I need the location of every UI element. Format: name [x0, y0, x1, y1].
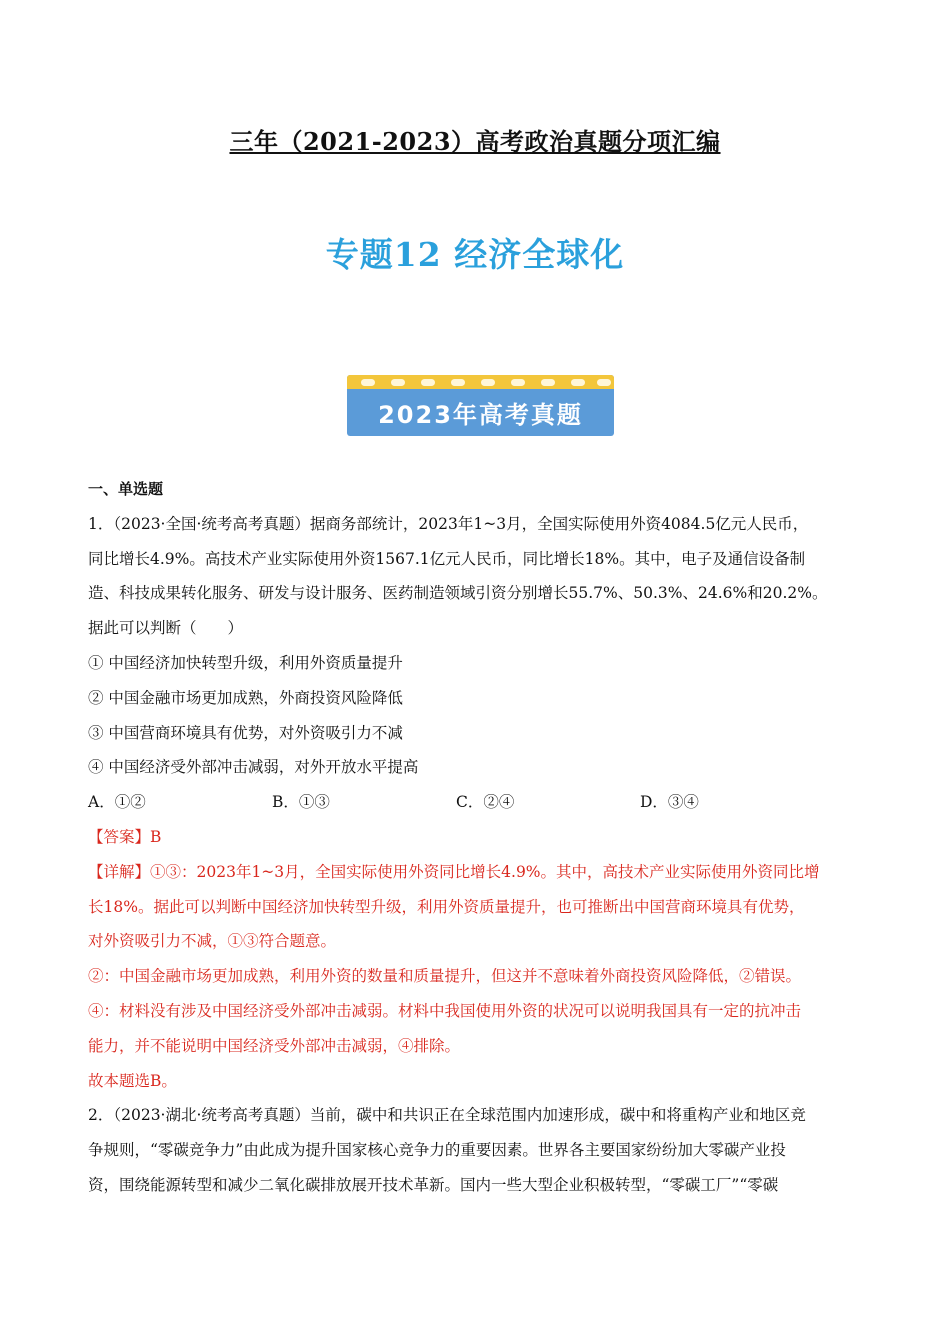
answer-label: 【答案】B — [88, 827, 162, 846]
explanation-line: ④：材料没有涉及中国经济受外部冲击减弱。材料中我国使用外资的状况可以说明我国具有一定的抗冲击 — [88, 1001, 802, 1020]
explanation-line: 【详解】①③：2023年1~3月，全国实际使用外资同比增长4.9%。其中，高技术产业实际使用外资同比增 — [88, 862, 820, 881]
topic-subtitle: 专题12 经济全球化 — [325, 235, 625, 274]
conclusion: 故本题选B。 — [88, 1071, 177, 1090]
statement-1: ① 中国经济加快转型升级，利用外资质量提升 — [88, 653, 403, 672]
question-2-line: 资，围绕能源转型和减少二氧化碳排放展开技术革新。国内一些大型企业积极转型，“零碳工厂”“零碳 — [88, 1175, 779, 1194]
explanation-line: ②：中国金融市场更加成熟，利用外资的数量和质量提升，但这并不意味着外商投资风险降低，②错误。 — [88, 967, 802, 986]
explanation-line: 能力，并不能说明中国经济受外部冲击减弱，④排除。 — [88, 1036, 461, 1055]
question-2-line: 2．（2023·湖北·统考高考真题）当前，碳中和共识正在全球范围内加速形成，碳中和将重构产业和地区竞 — [88, 1106, 806, 1125]
option-d: D．③④ — [640, 793, 699, 812]
question-1-line: 造、科技成果转化服务、研发与设计服务、医药制造领域引资分别增长55.7%、50.3%、24.6%和20.2%。 — [88, 584, 828, 603]
year-banner — [347, 375, 614, 436]
option-c: C．②④ — [456, 793, 515, 812]
banner-label: 2023年高考真题 — [378, 401, 583, 429]
banner-stripe — [347, 375, 614, 389]
explanation-line: 对外资吸引力不减，①③符合题意。 — [88, 932, 337, 951]
option-a: A．①② — [88, 793, 146, 812]
answer-options — [88, 785, 878, 820]
option-b: B．①③ — [272, 793, 330, 812]
question-1-line: 1．（2023·全国·统考高考真题）据商务部统计，2023年1~3月，全国实际使用外资4084.5亿元人民币， — [88, 514, 809, 533]
question-2-line: 争规则，“零碳竞争力”由此成为提升国家核心竞争力的重要因素。世界各主要国家纷纷加大零碳产业投 — [88, 1141, 786, 1160]
statement-2: ② 中国金融市场更加成熟，外商投资风险降低 — [88, 688, 403, 707]
question-1-line: 同比增长4.9%。高技术产业实际使用外资1567.1亿元人民币，同比增长18%。其中，电子及通信设备制 — [88, 549, 806, 568]
document-title: 三年（2021-2023）高考政治真题分项汇编 — [229, 127, 721, 156]
document-body — [88, 472, 878, 1203]
statement-3: ③ 中国营商环境具有优势，对外资吸引力不减 — [88, 723, 403, 742]
question-1-line: 据此可以判断（ ） — [88, 619, 244, 638]
statement-4: ④ 中国经济受外部冲击减弱，对外开放水平提高 — [88, 758, 419, 777]
section-heading: 一、单选题 — [88, 480, 164, 498]
explanation-line: 长18%。据此可以判断中国经济加快转型升级，利用外资质量提升，也可推断出中国营商环境具有优势， — [88, 897, 805, 916]
